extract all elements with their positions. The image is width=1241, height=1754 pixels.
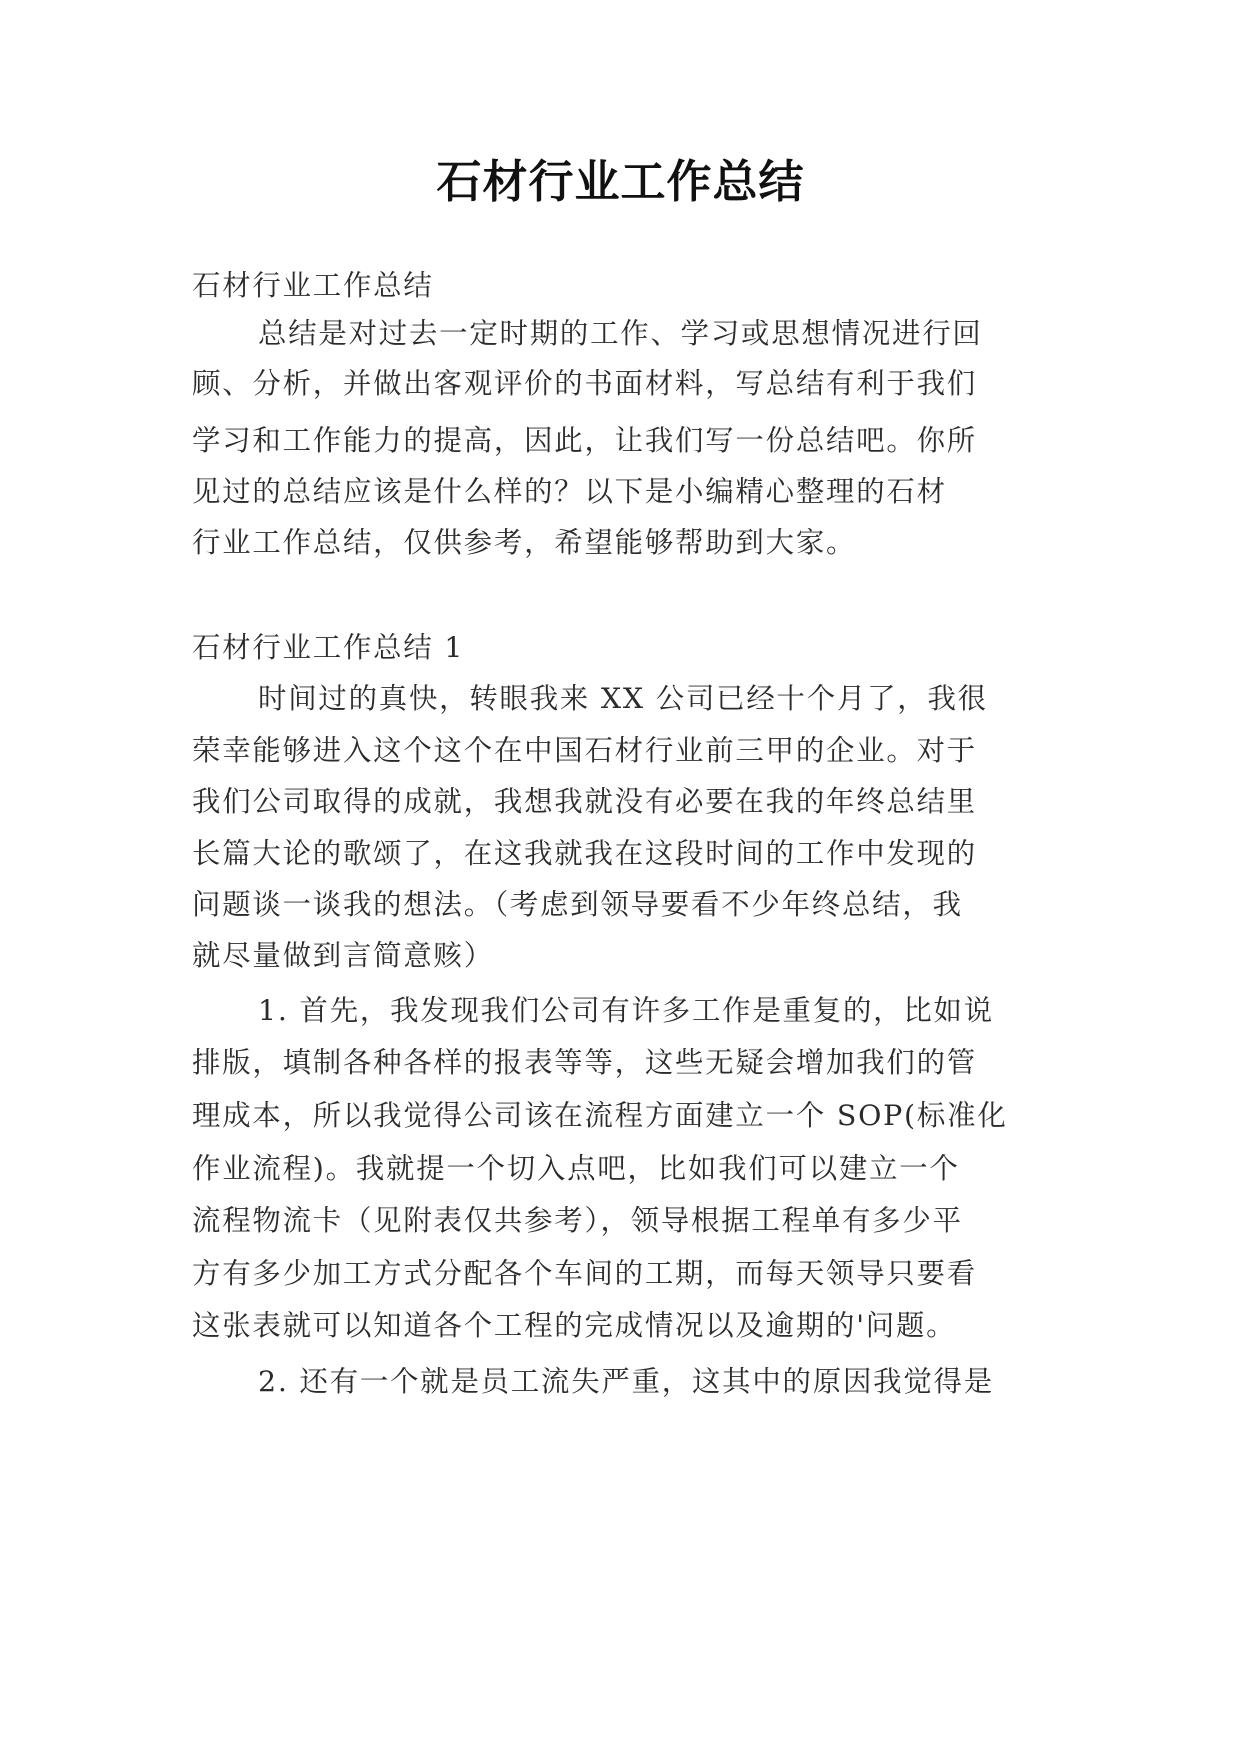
paragraph-line: 作业流程)。我就提一个切入点吧，比如我们可以建立一个 (192, 1152, 960, 1185)
section-heading: 石材行业工作总结 1 (192, 631, 465, 664)
paragraph-line: 荣幸能够进入这个这个在中国石材行业前三甲的企业。对于 (192, 734, 977, 767)
paragraph-line: 理成本，所以我觉得公司该在流程方面建立一个 SOP(标准化 (192, 1099, 1008, 1132)
paragraph-line: 总结是对过去一定时期的工作、学习或思想情况进行回 (258, 317, 983, 350)
paragraph-line: 就尽量做到言简意赅） (192, 939, 494, 972)
paragraph-line: 这张表就可以知道各个工程的完成情况以及逾期的'问题。 (192, 1309, 957, 1342)
paragraph-line: 长篇大论的歌颂了，在这我就我在这段时间的工作中发现的 (192, 837, 977, 870)
paragraph-line: 问题谈一谈我的想法。（考虑到领导要看不少年终总结，我 (192, 888, 963, 921)
paragraph-line: 见过的总结应该是什么样的？以下是小编精心整理的石材 (192, 475, 947, 508)
paragraph-line: 2. 还有一个就是员工流失严重，这其中的原因我觉得是 (258, 1365, 994, 1398)
paragraph-line: 方有多少加工方式分配各个车间的工期，而每天领导只要看 (192, 1257, 977, 1290)
paragraph-line: 行业工作总结，仅供参考，希望能够帮助到大家。 (192, 526, 857, 559)
paragraph-line: 时间过的真快，转眼我来 XX 公司已经十个月了，我很 (258, 682, 988, 715)
paragraph-line: 排版，填制各种各样的报表等等，这些无疑会增加我们的管 (192, 1046, 977, 1079)
paragraph-line: 顾、分析，并做出客观评价的书面材料，写总结有利于我们 (192, 367, 977, 400)
paragraph-line: 1. 首先，我发现我们公司有许多工作是重复的，比如说 (258, 994, 994, 1027)
paragraph-line: 我们公司取得的成就，我想我就没有必要在我的年终总结里 (192, 785, 977, 818)
paragraph-line: 流程物流卡（见附表仅共参考），领导根据工程单有多少平 (192, 1204, 963, 1237)
paragraph-line: 学习和工作能力的提高，因此，让我们写一份总结吧。你所 (192, 424, 977, 457)
doc-heading: 石材行业工作总结 (192, 269, 434, 302)
document-title: 石材行业工作总结 (436, 155, 805, 208)
